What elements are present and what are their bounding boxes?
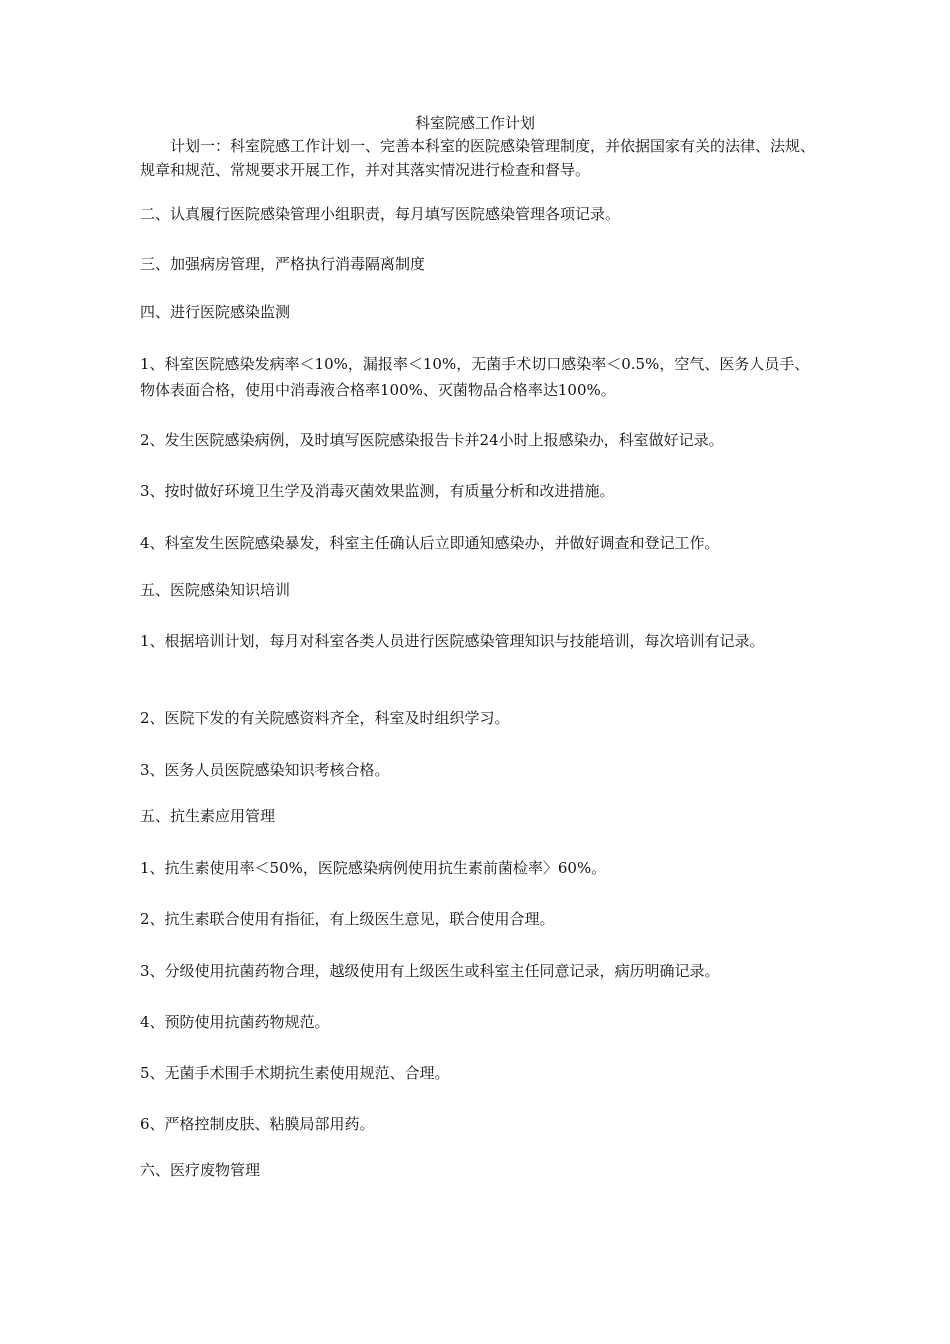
paragraph-monitoring-heading: 四、进行医院感染监测 bbox=[140, 303, 291, 321]
paragraph-waste-heading: 六、医疗废物管理 bbox=[140, 1161, 261, 1179]
paragraph-antibiotic-rate: 1、抗生素使用率＜50%，医院感染病例使用抗生素前菌检率〉60%。 bbox=[140, 859, 607, 877]
paragraph-training-plan: 1、根据培训计划，每月对科室各类人员进行医院感染管理知识与技能培训，每次培训有记录。 bbox=[140, 632, 765, 650]
paragraph-combined-use: 2、抗生素联合使用有指征，有上级医生意见，联合使用合理。 bbox=[140, 910, 555, 928]
paragraph-assessment: 3、医务人员医院感染知识考核合格。 bbox=[140, 761, 390, 779]
paragraph-environment-monitoring: 3、按时做好环境卫生学及消毒灭菌效果监测，有质量分析和改进措施。 bbox=[140, 482, 615, 500]
paragraph-report-card: 2、发生医院感染病例，及时填写医院感染报告卡并24小时上报感染办，科室做好记录。 bbox=[140, 431, 724, 449]
paragraph-perioperative: 5、无菌手术围手术期抗生素使用规范、合理。 bbox=[140, 1064, 450, 1082]
paragraph-antibiotics-heading: 五、抗生素应用管理 bbox=[140, 807, 276, 825]
paragraph-materials: 2、医院下发的有关院感资料齐全，科室及时组织学习。 bbox=[140, 709, 510, 727]
document-title: 科室院感工作计划 bbox=[414, 114, 535, 132]
paragraph-graded-use: 3、分级使用抗菌药物合理，越级使用有上级医生或科室主任同意记录，病历明确记录。 bbox=[140, 962, 720, 980]
paragraph-prophylaxis: 4、预防使用抗菌药物规范。 bbox=[140, 1013, 330, 1031]
paragraph-ward-management: 三、加强病房管理，严格执行消毒隔离制度 bbox=[140, 255, 426, 273]
paragraph-topical: 6、严格控制皮肤、粘膜局部用药。 bbox=[140, 1115, 375, 1133]
paragraph-training-heading: 五、医院感染知识培训 bbox=[140, 581, 291, 599]
paragraph-infection-rates: 1、科室医院感染发病率＜10%，漏报率＜10%，无菌手术切口感染率＜0.5%，空气、医务人员手、物体表面合格，使用中消毒液合格率100%、灭菌物品合格率达100%。 bbox=[140, 355, 810, 399]
intro-paragraph: 计划一：科室院感工作计划一、完善本科室的医院感染管理制度，并依据国家有关的法律、法规、规章和规范、常规要求开展工作，并对其落实情况进行检查和督导。 bbox=[140, 137, 816, 179]
paragraph-duty: 二、认真履行医院感染管理小组职责，每月填写医院感染管理各项记录。 bbox=[140, 205, 621, 223]
paragraph-outbreak: 4、科室发生医院感染暴发，科室主任确认后立即通知感染办，并做好调查和登记工作。 bbox=[140, 534, 720, 552]
